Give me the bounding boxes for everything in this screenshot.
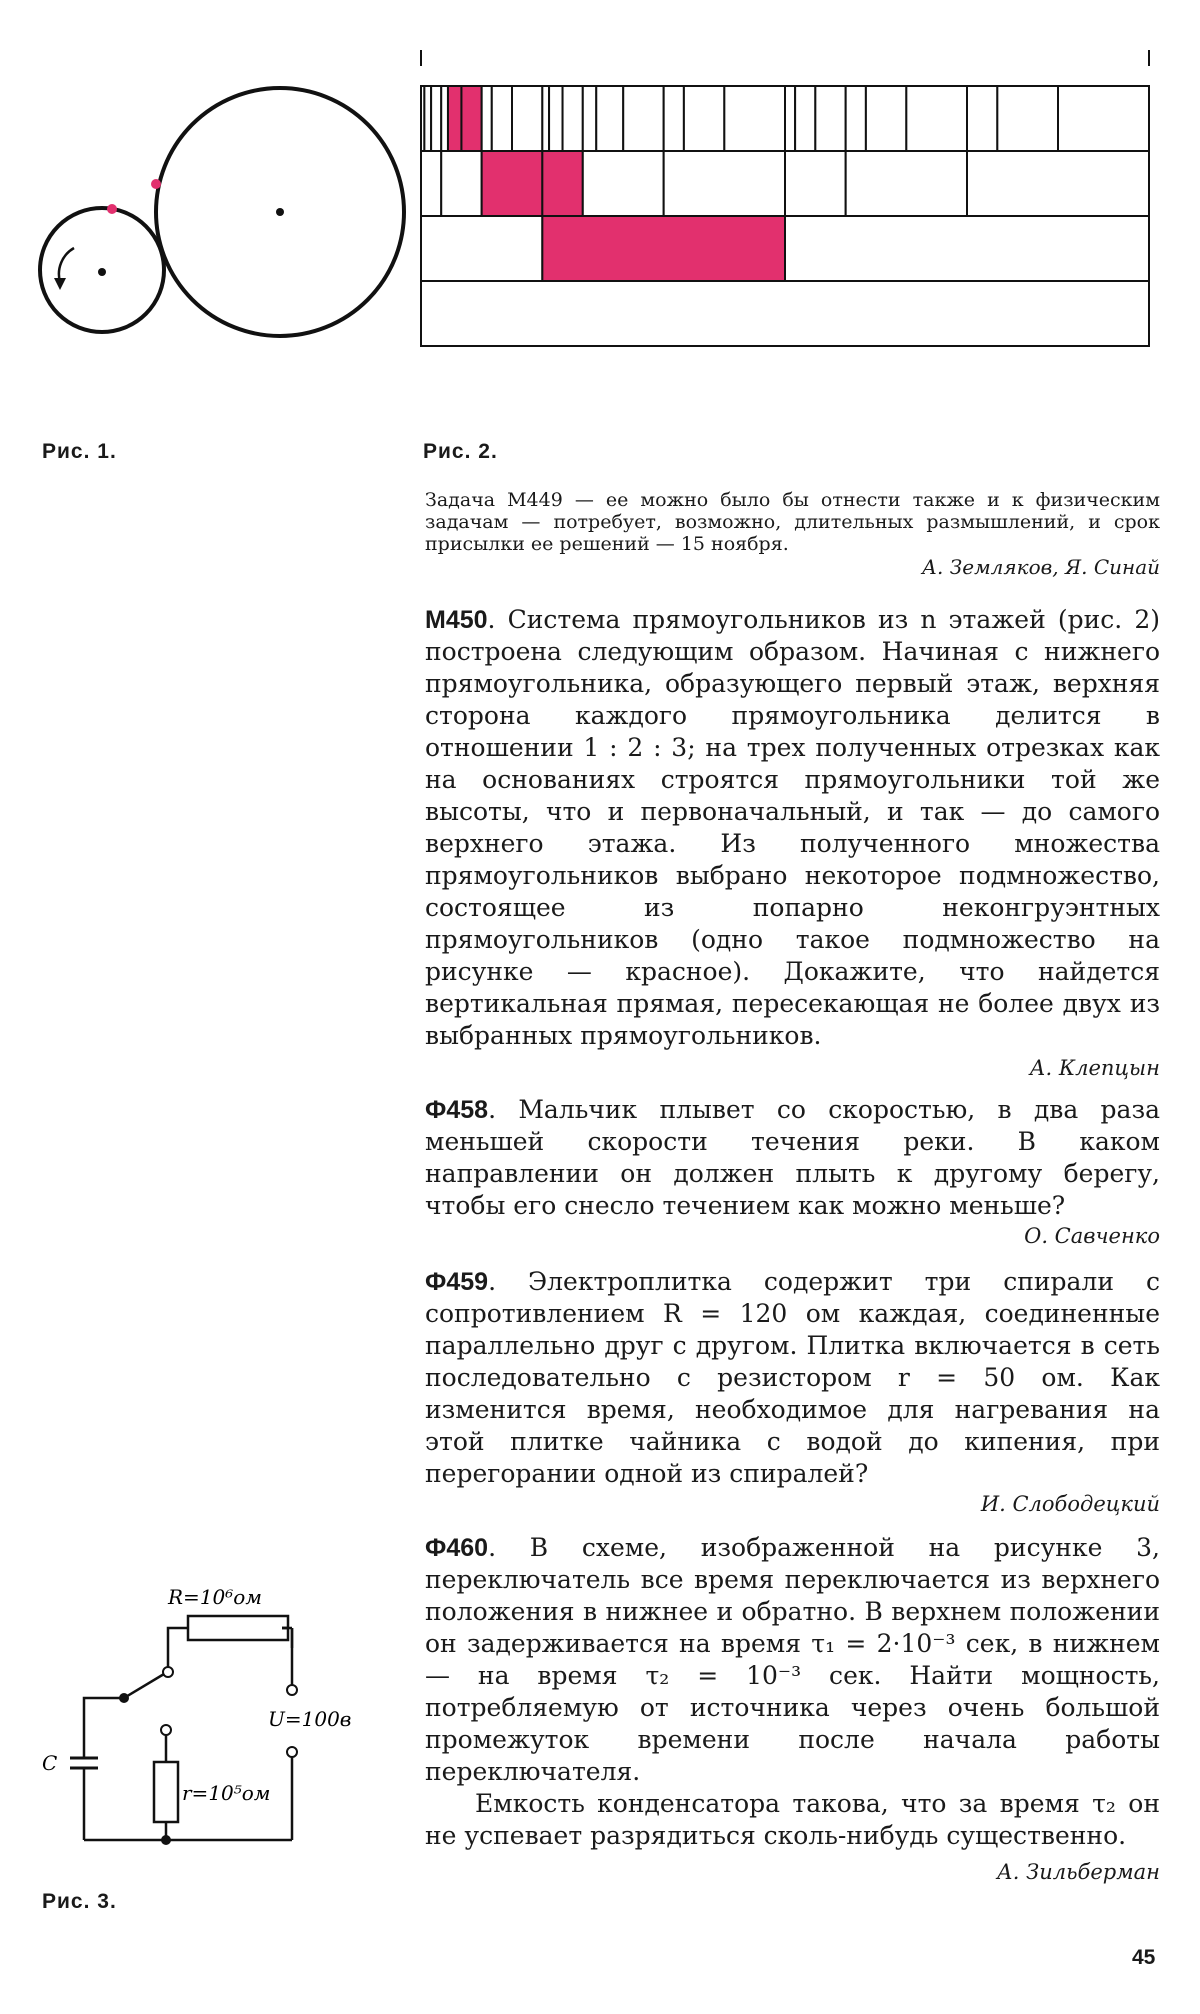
floor-rectangle: [1058, 86, 1149, 151]
figure-1-caption: Рис. 1.: [42, 440, 117, 463]
large-circle-center: [276, 208, 284, 216]
floor-rectangle: [542, 86, 549, 151]
figure-1-circles: [30, 50, 410, 360]
label-R: R=10⁶ом: [168, 1585, 262, 1609]
switch-lever: [124, 1674, 164, 1698]
resistor-r: [154, 1762, 178, 1822]
floor-rectangle: [785, 151, 846, 216]
label-r: r=10⁵ом: [182, 1781, 271, 1805]
floor-rectangle: [421, 281, 1149, 346]
floor-rectangle: [583, 86, 596, 151]
floor-rectangle: [906, 86, 967, 151]
floor-rectangle: [421, 151, 441, 216]
floor-rectangle: [785, 216, 1149, 281]
problem-number: Ф459: [425, 1268, 489, 1296]
problem-author: А. Зильберман: [996, 1860, 1160, 1884]
problem-author: И. Слободецкий: [980, 1492, 1160, 1516]
small-circle-center: [98, 268, 106, 276]
floor-rectangle: [512, 86, 542, 151]
floor-rectangle: [997, 86, 1058, 151]
figure-3-circuit: [30, 1540, 360, 1880]
problem-number: М450: [425, 606, 488, 634]
problem-text: . Мальчик плывет со скоростью, в два раза меньшей скорости течения реки. В каком направлении он должен плыть к другому берегу, чтобы его снесло течением как можно меньше?: [425, 1095, 1160, 1220]
floor-rectangle: [795, 86, 815, 151]
floor-rectangle: [623, 86, 663, 151]
problem-text: . В схеме, изображенной на рисунке 3, переключатель все время переключается из верхнего положения в нижнее и обратно. В верхнем положении он задерживается на время τ₁ = 2·10⁻³ сек, в нижнем — на время τ₂ = 10⁻³ сек. Найти мощность, потребляемую от источника через очень большой промежуток времени после начала работы переключателя.: [425, 1533, 1160, 1786]
floor-rectangle: [785, 86, 795, 151]
terminal-bottom: [287, 1747, 297, 1757]
rotation-arrow-icon: [59, 248, 74, 282]
floor-rectangle: [664, 151, 785, 216]
figure-2-caption: Рис. 2.: [423, 440, 498, 463]
floor-rectangle: [431, 86, 441, 151]
problem-text-continued: Емкость конденсатора такова, что за время τ₂ он не успевает разрядиться сколь-нибудь существенно.: [425, 1789, 1160, 1850]
floor-rectangle: [724, 86, 785, 151]
contact-point-large: [151, 179, 161, 189]
intro-text: Задача М449 — ее можно было бы отнести также и к физическим задачам — потребует, возможно, длительных размышлений, и срок присылки ее решений — 15 ноября.: [425, 489, 1160, 555]
problem-number: Ф460: [425, 1534, 489, 1562]
floor-rectangle: [424, 86, 431, 151]
figure-3-caption: Рис. 3.: [42, 1890, 117, 1913]
problem-author: О. Савченко: [1024, 1224, 1160, 1248]
floor-rectangle: [866, 86, 906, 151]
floor-rectangle: [583, 151, 664, 216]
resistor-R: [188, 1616, 288, 1640]
floor-rectangle: [421, 216, 542, 281]
floor-rectangle: [482, 151, 543, 216]
floor-rectangle: [549, 86, 562, 151]
problem-m450: [425, 604, 1160, 1080]
floor-rectangle: [596, 86, 623, 151]
floor-rectangle: [482, 86, 492, 151]
contact-point-small: [107, 204, 117, 214]
floor-rectangle: [492, 86, 512, 151]
switch-lower-contact: [161, 1725, 171, 1735]
problem-f458: [425, 1094, 1160, 1248]
intro-author: А. Земляков, Я. Синай: [921, 555, 1160, 579]
problem-f460: [425, 1532, 1160, 1884]
label-U: U=100в: [268, 1707, 352, 1731]
floor-rectangle: [664, 86, 684, 151]
problem-text: . Система прямоугольников из n этажей (рис. 2) построена следующим образом. Начиная с нижнего прямоугольника, образующего первый этаж, верхняя сторона каждого прямоугольника делится в отношении 1 : 2 : 3; на трех полученных отрезках как на основаниях строятся прямоугольники той же высоты, что и первоначальный, и так — до самого верхнего этажа. Из полученного множества прямоугольников выбрано некоторое подмножество, состоящее из попарно неконгруэнтных прямоугольников (одно такое подмножество на рисунке — красное). Докажите, что найдется вертикальная прямая, пересекающая не более двух из выбранных прямоугольников.: [425, 605, 1160, 1050]
floor-rectangle: [967, 86, 997, 151]
floor-rectangle: [846, 86, 866, 151]
page-number: 45: [1132, 1946, 1156, 1969]
floor-rectangle: [967, 151, 1149, 216]
floor-rectangle: [815, 86, 845, 151]
floor-rectangle: [441, 86, 448, 151]
intro-note: [425, 489, 1160, 579]
floor-rectangle: [542, 216, 785, 281]
problem-f459: [425, 1266, 1160, 1516]
floor-rectangle: [684, 86, 724, 151]
floor-rectangle: [448, 86, 461, 151]
floor-rectangle: [461, 86, 481, 151]
terminal-top: [287, 1685, 297, 1695]
label-C: C: [42, 1751, 58, 1775]
figure-2-rectangles: [415, 50, 1155, 350]
problem-author: А. Клепцын: [1029, 1056, 1160, 1080]
floor-rectangle: [846, 151, 967, 216]
switch-upper-contact: [163, 1667, 173, 1677]
problem-number: Ф458: [425, 1096, 489, 1124]
floor-rectangle: [441, 151, 481, 216]
problem-text: . Электроплитка содержит три спирали с сопротивлением R = 120 ом каждая, соединенные параллельно друг с другом. Плитка включается в сеть последовательно с резистором r = 50 ом. Как изменится время, необходимое для нагревания на этой плитке чайника с водой до кипения, при перегорании одной из спиралей?: [425, 1267, 1160, 1488]
floor-rectangle: [542, 151, 582, 216]
floor-rectangle: [563, 86, 583, 151]
